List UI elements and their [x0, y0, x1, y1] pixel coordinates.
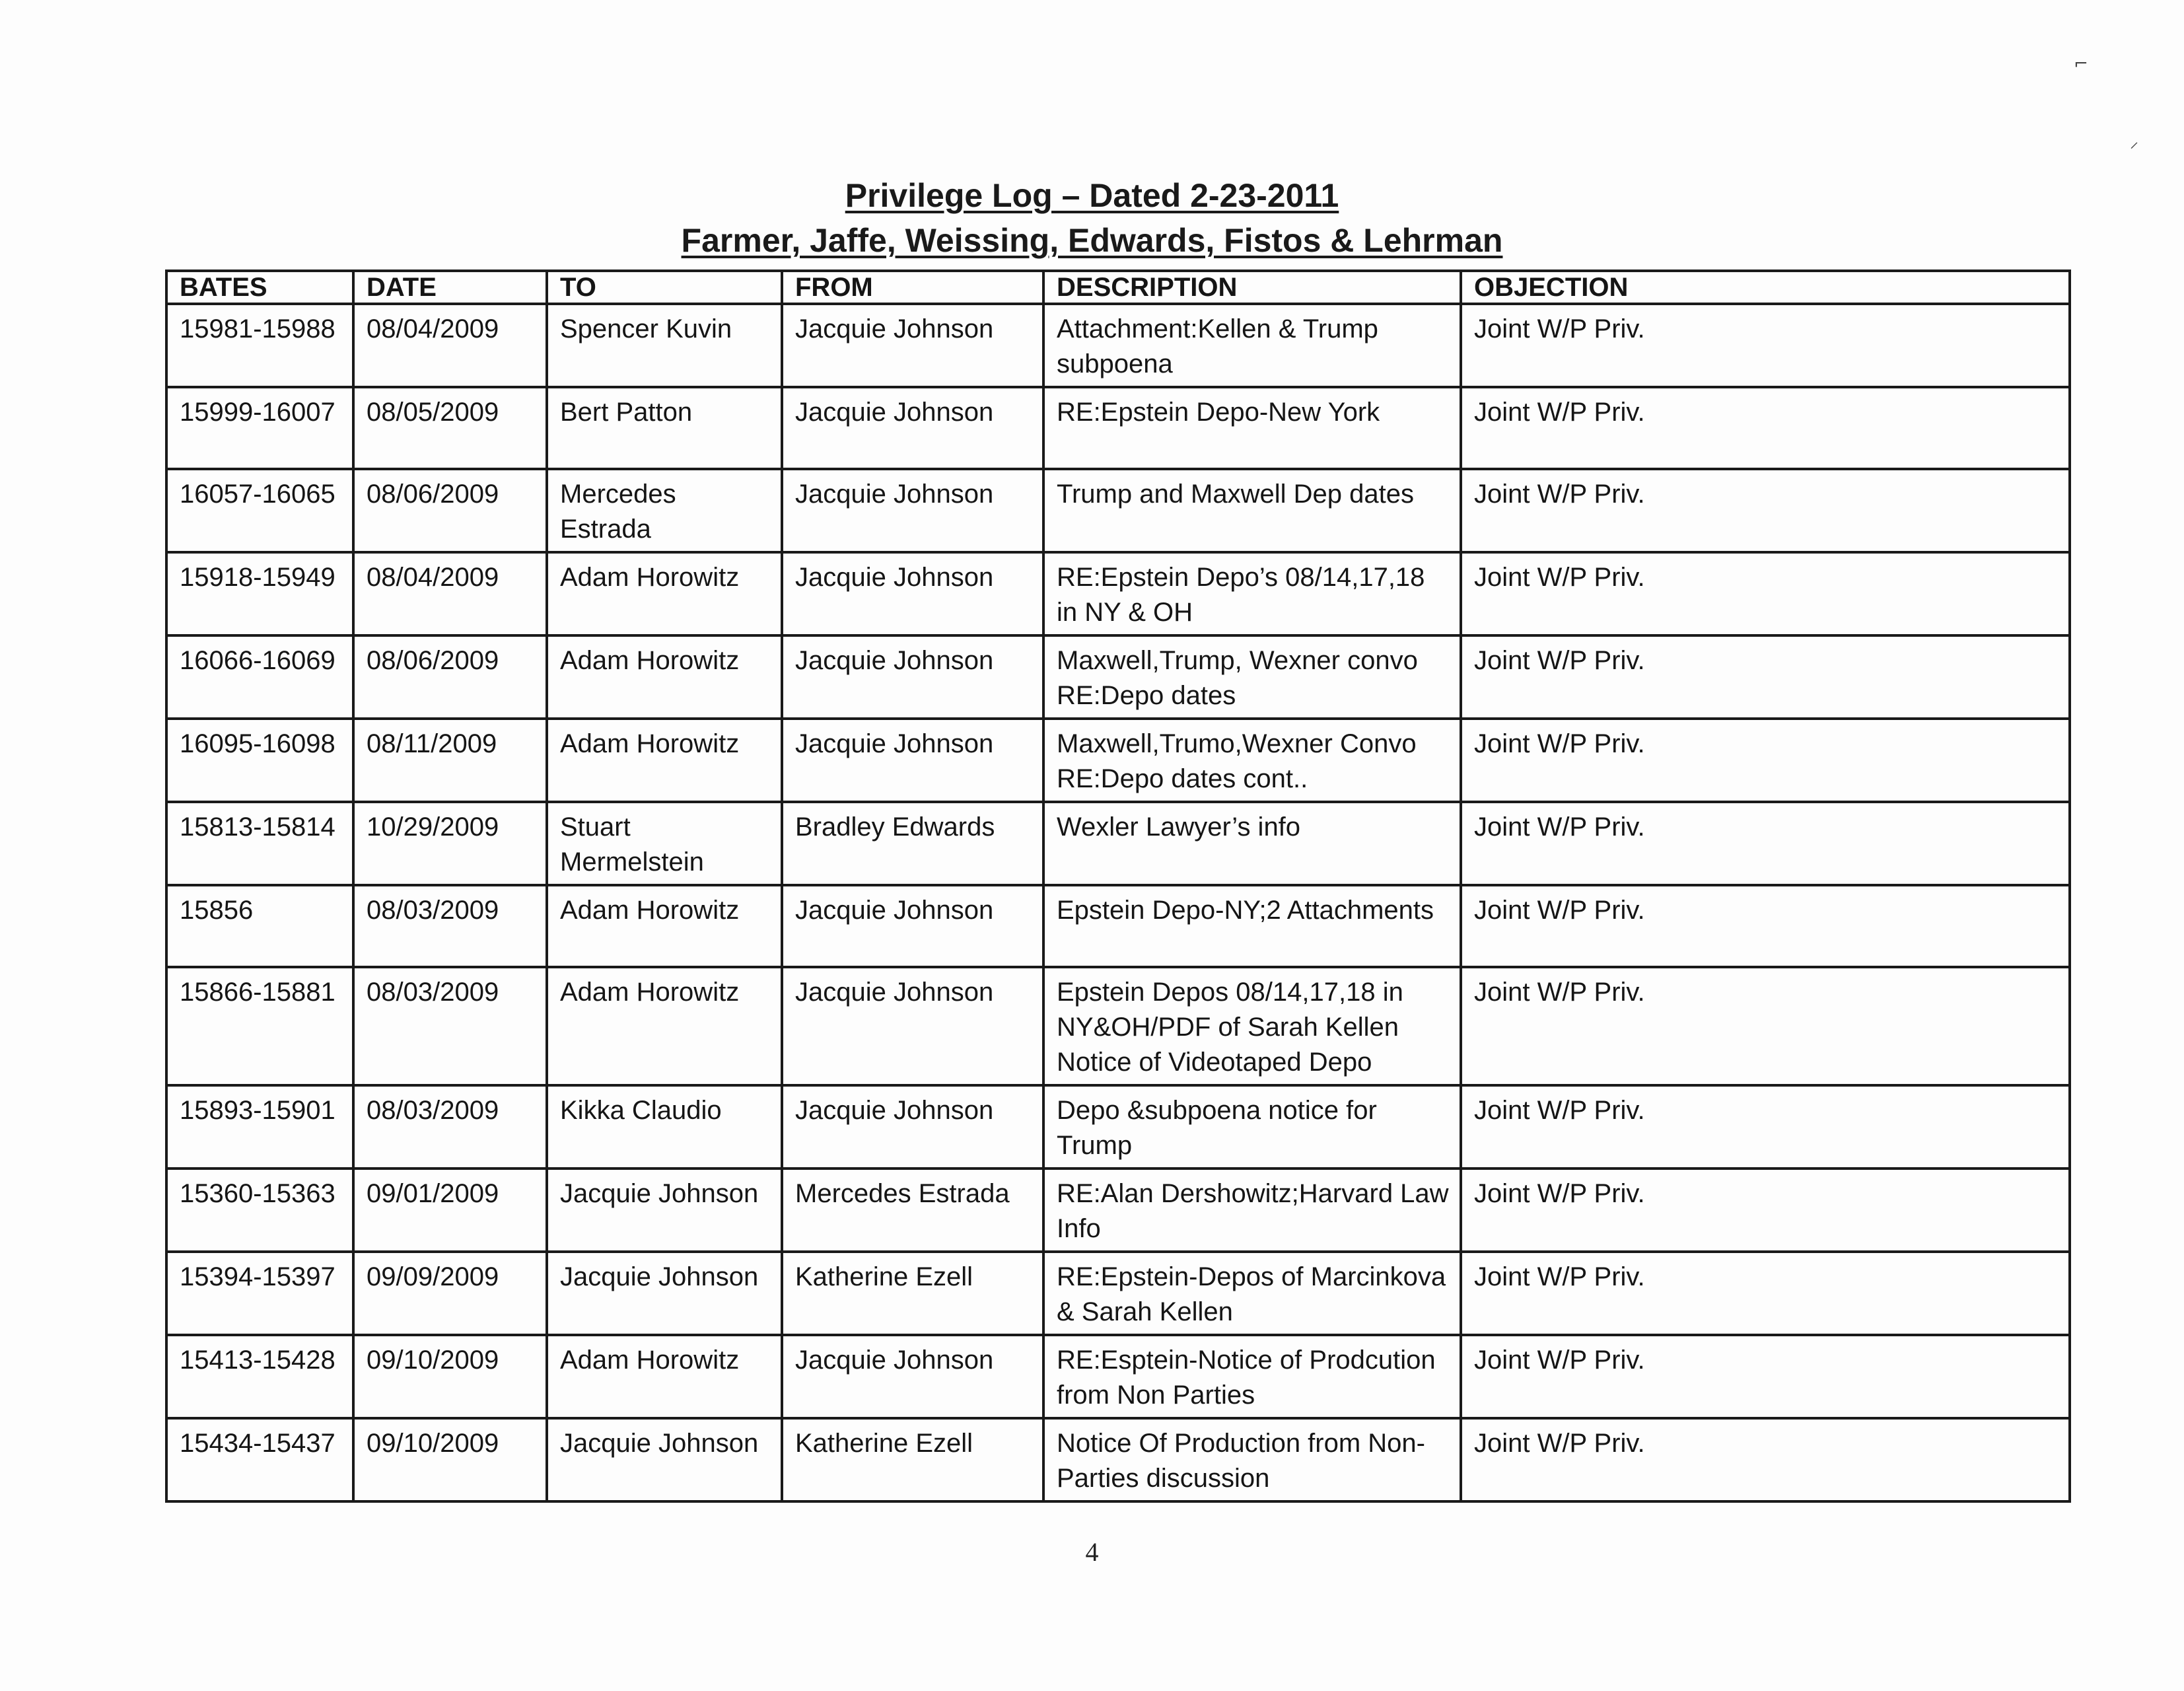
- cell-date: 08/03/2009: [353, 1085, 547, 1169]
- cell-to: Adam Horowitz: [547, 1335, 782, 1418]
- cell-objection: Joint W/P Priv.: [1461, 885, 2070, 967]
- cell-bates: 15981-15988: [166, 304, 353, 387]
- table-row: [166, 469, 2070, 552]
- table-row: [166, 552, 2070, 635]
- cell-bates: 16057-16065: [166, 469, 353, 552]
- scan-speck-mark: ⸝: [2130, 132, 2139, 152]
- cell-date: 08/03/2009: [353, 967, 547, 1085]
- cell-date: 10/29/2009: [353, 802, 547, 885]
- cell-bates: 16066-16069: [166, 635, 353, 719]
- cell-date: 08/03/2009: [353, 885, 547, 967]
- header-date: DATE: [353, 271, 547, 304]
- table-header-row: [166, 271, 2070, 304]
- cell-from: Jacquie Johnson: [782, 1335, 1043, 1418]
- cell-description: Epstein Depo-NY;2 Attachments: [1043, 885, 1461, 967]
- table-row: [166, 967, 2070, 1085]
- cell-to: Stuart Mermelstein: [547, 802, 782, 885]
- cell-to: Adam Horowitz: [547, 967, 782, 1085]
- header-from: FROM: [782, 271, 1043, 304]
- cell-from: Jacquie Johnson: [782, 304, 1043, 387]
- cell-description: Depo &subpoena notice for Trump: [1043, 1085, 1461, 1169]
- cell-bates: 16095-16098: [166, 719, 353, 802]
- cell-description: RE:Esptein-Notice of Prodcution from Non Parties: [1043, 1335, 1461, 1418]
- page-number: 4: [1085, 1537, 1099, 1567]
- cell-description: Maxwell,Trump, Wexner convo RE:Depo dates: [1043, 635, 1461, 719]
- cell-date: 09/10/2009: [353, 1418, 547, 1501]
- cell-from: Jacquie Johnson: [782, 635, 1043, 719]
- cell-description: Epstein Depos 08/14,17,18 in NY&OH/PDF of Sarah Kellen Notice of Videotaped Depo: [1043, 967, 1461, 1085]
- header-description: DESCRIPTION: [1043, 271, 1461, 304]
- cell-to: Mercedes Estrada: [547, 469, 782, 552]
- cell-to: Jacquie Johnson: [547, 1418, 782, 1501]
- cell-to: Jacquie Johnson: [547, 1169, 782, 1252]
- cell-description: RE:Epstein Depo-New York: [1043, 387, 1461, 469]
- cell-from: Jacquie Johnson: [782, 552, 1043, 635]
- privilege-log-table: [165, 270, 2071, 1503]
- cell-from: Katherine Ezell: [782, 1418, 1043, 1501]
- document-title: [0, 173, 2184, 263]
- cell-from: Jacquie Johnson: [782, 967, 1043, 1085]
- header-objection: OBJECTION: [1461, 271, 2070, 304]
- cell-date: 08/04/2009: [353, 304, 547, 387]
- cell-objection: Joint W/P Priv.: [1461, 1418, 2070, 1501]
- cell-bates: 15918-15949: [166, 552, 353, 635]
- cell-bates: 15394-15397: [166, 1252, 353, 1335]
- table-row: [166, 1169, 2070, 1252]
- cell-bates: 15999-16007: [166, 387, 353, 469]
- header-bates: BATES: [166, 271, 353, 304]
- cell-objection: Joint W/P Priv.: [1461, 552, 2070, 635]
- cell-objection: Joint W/P Priv.: [1461, 635, 2070, 719]
- cell-description: Maxwell,Trumo,Wexner Convo RE:Depo dates cont..: [1043, 719, 1461, 802]
- cell-to: Adam Horowitz: [547, 635, 782, 719]
- cell-to: Kikka Claudio: [547, 1085, 782, 1169]
- cell-objection: Joint W/P Priv.: [1461, 1085, 2070, 1169]
- cell-objection: Joint W/P Priv.: [1461, 1252, 2070, 1335]
- cell-objection: Joint W/P Priv.: [1461, 719, 2070, 802]
- cell-date: 09/01/2009: [353, 1169, 547, 1252]
- cell-from: Bradley Edwards: [782, 802, 1043, 885]
- cell-from: Katherine Ezell: [782, 1252, 1043, 1335]
- cell-objection: Joint W/P Priv.: [1461, 469, 2070, 552]
- table-row: [166, 387, 2070, 469]
- cell-description: RE:Alan Dershowitz;Harvard Law Info: [1043, 1169, 1461, 1252]
- table-row: [166, 885, 2070, 967]
- cell-to: Adam Horowitz: [547, 719, 782, 802]
- cell-date: 08/06/2009: [353, 635, 547, 719]
- cell-objection: Joint W/P Priv.: [1461, 1169, 2070, 1252]
- title-line-2: Farmer, Jaffe, Weissing, Edwards, Fistos & Lehrman: [681, 222, 1503, 259]
- cell-from: Mercedes Estrada: [782, 1169, 1043, 1252]
- cell-bates: 15413-15428: [166, 1335, 353, 1418]
- cell-date: 09/09/2009: [353, 1252, 547, 1335]
- cell-date: 09/10/2009: [353, 1335, 547, 1418]
- cell-to: Adam Horowitz: [547, 552, 782, 635]
- cell-description: Wexler Lawyer’s info: [1043, 802, 1461, 885]
- scan-speck-mark: ⌐: [2074, 54, 2088, 74]
- cell-from: Jacquie Johnson: [782, 719, 1043, 802]
- cell-to: Jacquie Johnson: [547, 1252, 782, 1335]
- table-row: [166, 1085, 2070, 1169]
- cell-to: Spencer Kuvin: [547, 304, 782, 387]
- table-row: [166, 1252, 2070, 1335]
- table-row: [166, 1335, 2070, 1418]
- cell-bates: 15866-15881: [166, 967, 353, 1085]
- table-row: [166, 304, 2070, 387]
- cell-objection: Joint W/P Priv.: [1461, 387, 2070, 469]
- cell-objection: Joint W/P Priv.: [1461, 802, 2070, 885]
- cell-description: Notice Of Production from Non-Parties discussion: [1043, 1418, 1461, 1501]
- cell-to: Adam Horowitz: [547, 885, 782, 967]
- cell-bates: 15856: [166, 885, 353, 967]
- cell-from: Jacquie Johnson: [782, 1085, 1043, 1169]
- table-row: [166, 635, 2070, 719]
- cell-bates: 15893-15901: [166, 1085, 353, 1169]
- cell-date: 08/04/2009: [353, 552, 547, 635]
- cell-from: Jacquie Johnson: [782, 885, 1043, 967]
- cell-objection: Joint W/P Priv.: [1461, 304, 2070, 387]
- cell-description: RE:Epstein-Depos of Marcinkova & Sarah Kellen: [1043, 1252, 1461, 1335]
- cell-bates: 15360-15363: [166, 1169, 353, 1252]
- cell-date: 08/05/2009: [353, 387, 547, 469]
- title-line-1: Privilege Log – Dated 2-23-2011: [845, 177, 1339, 214]
- cell-from: Jacquie Johnson: [782, 469, 1043, 552]
- cell-from: Jacquie Johnson: [782, 387, 1043, 469]
- cell-date: 08/11/2009: [353, 719, 547, 802]
- cell-to: Bert Patton: [547, 387, 782, 469]
- cell-bates: 15434-15437: [166, 1418, 353, 1501]
- header-to: TO: [547, 271, 782, 304]
- cell-objection: Joint W/P Priv.: [1461, 967, 2070, 1085]
- table-row: [166, 719, 2070, 802]
- cell-description: Trump and Maxwell Dep dates: [1043, 469, 1461, 552]
- cell-description: Attachment:Kellen & Trump subpoena: [1043, 304, 1461, 387]
- table-row: [166, 802, 2070, 885]
- table-row: [166, 1418, 2070, 1501]
- cell-description: RE:Epstein Depo’s 08/14,17,18 in NY & OH: [1043, 552, 1461, 635]
- cell-date: 08/06/2009: [353, 469, 547, 552]
- cell-objection: Joint W/P Priv.: [1461, 1335, 2070, 1418]
- cell-bates: 15813-15814: [166, 802, 353, 885]
